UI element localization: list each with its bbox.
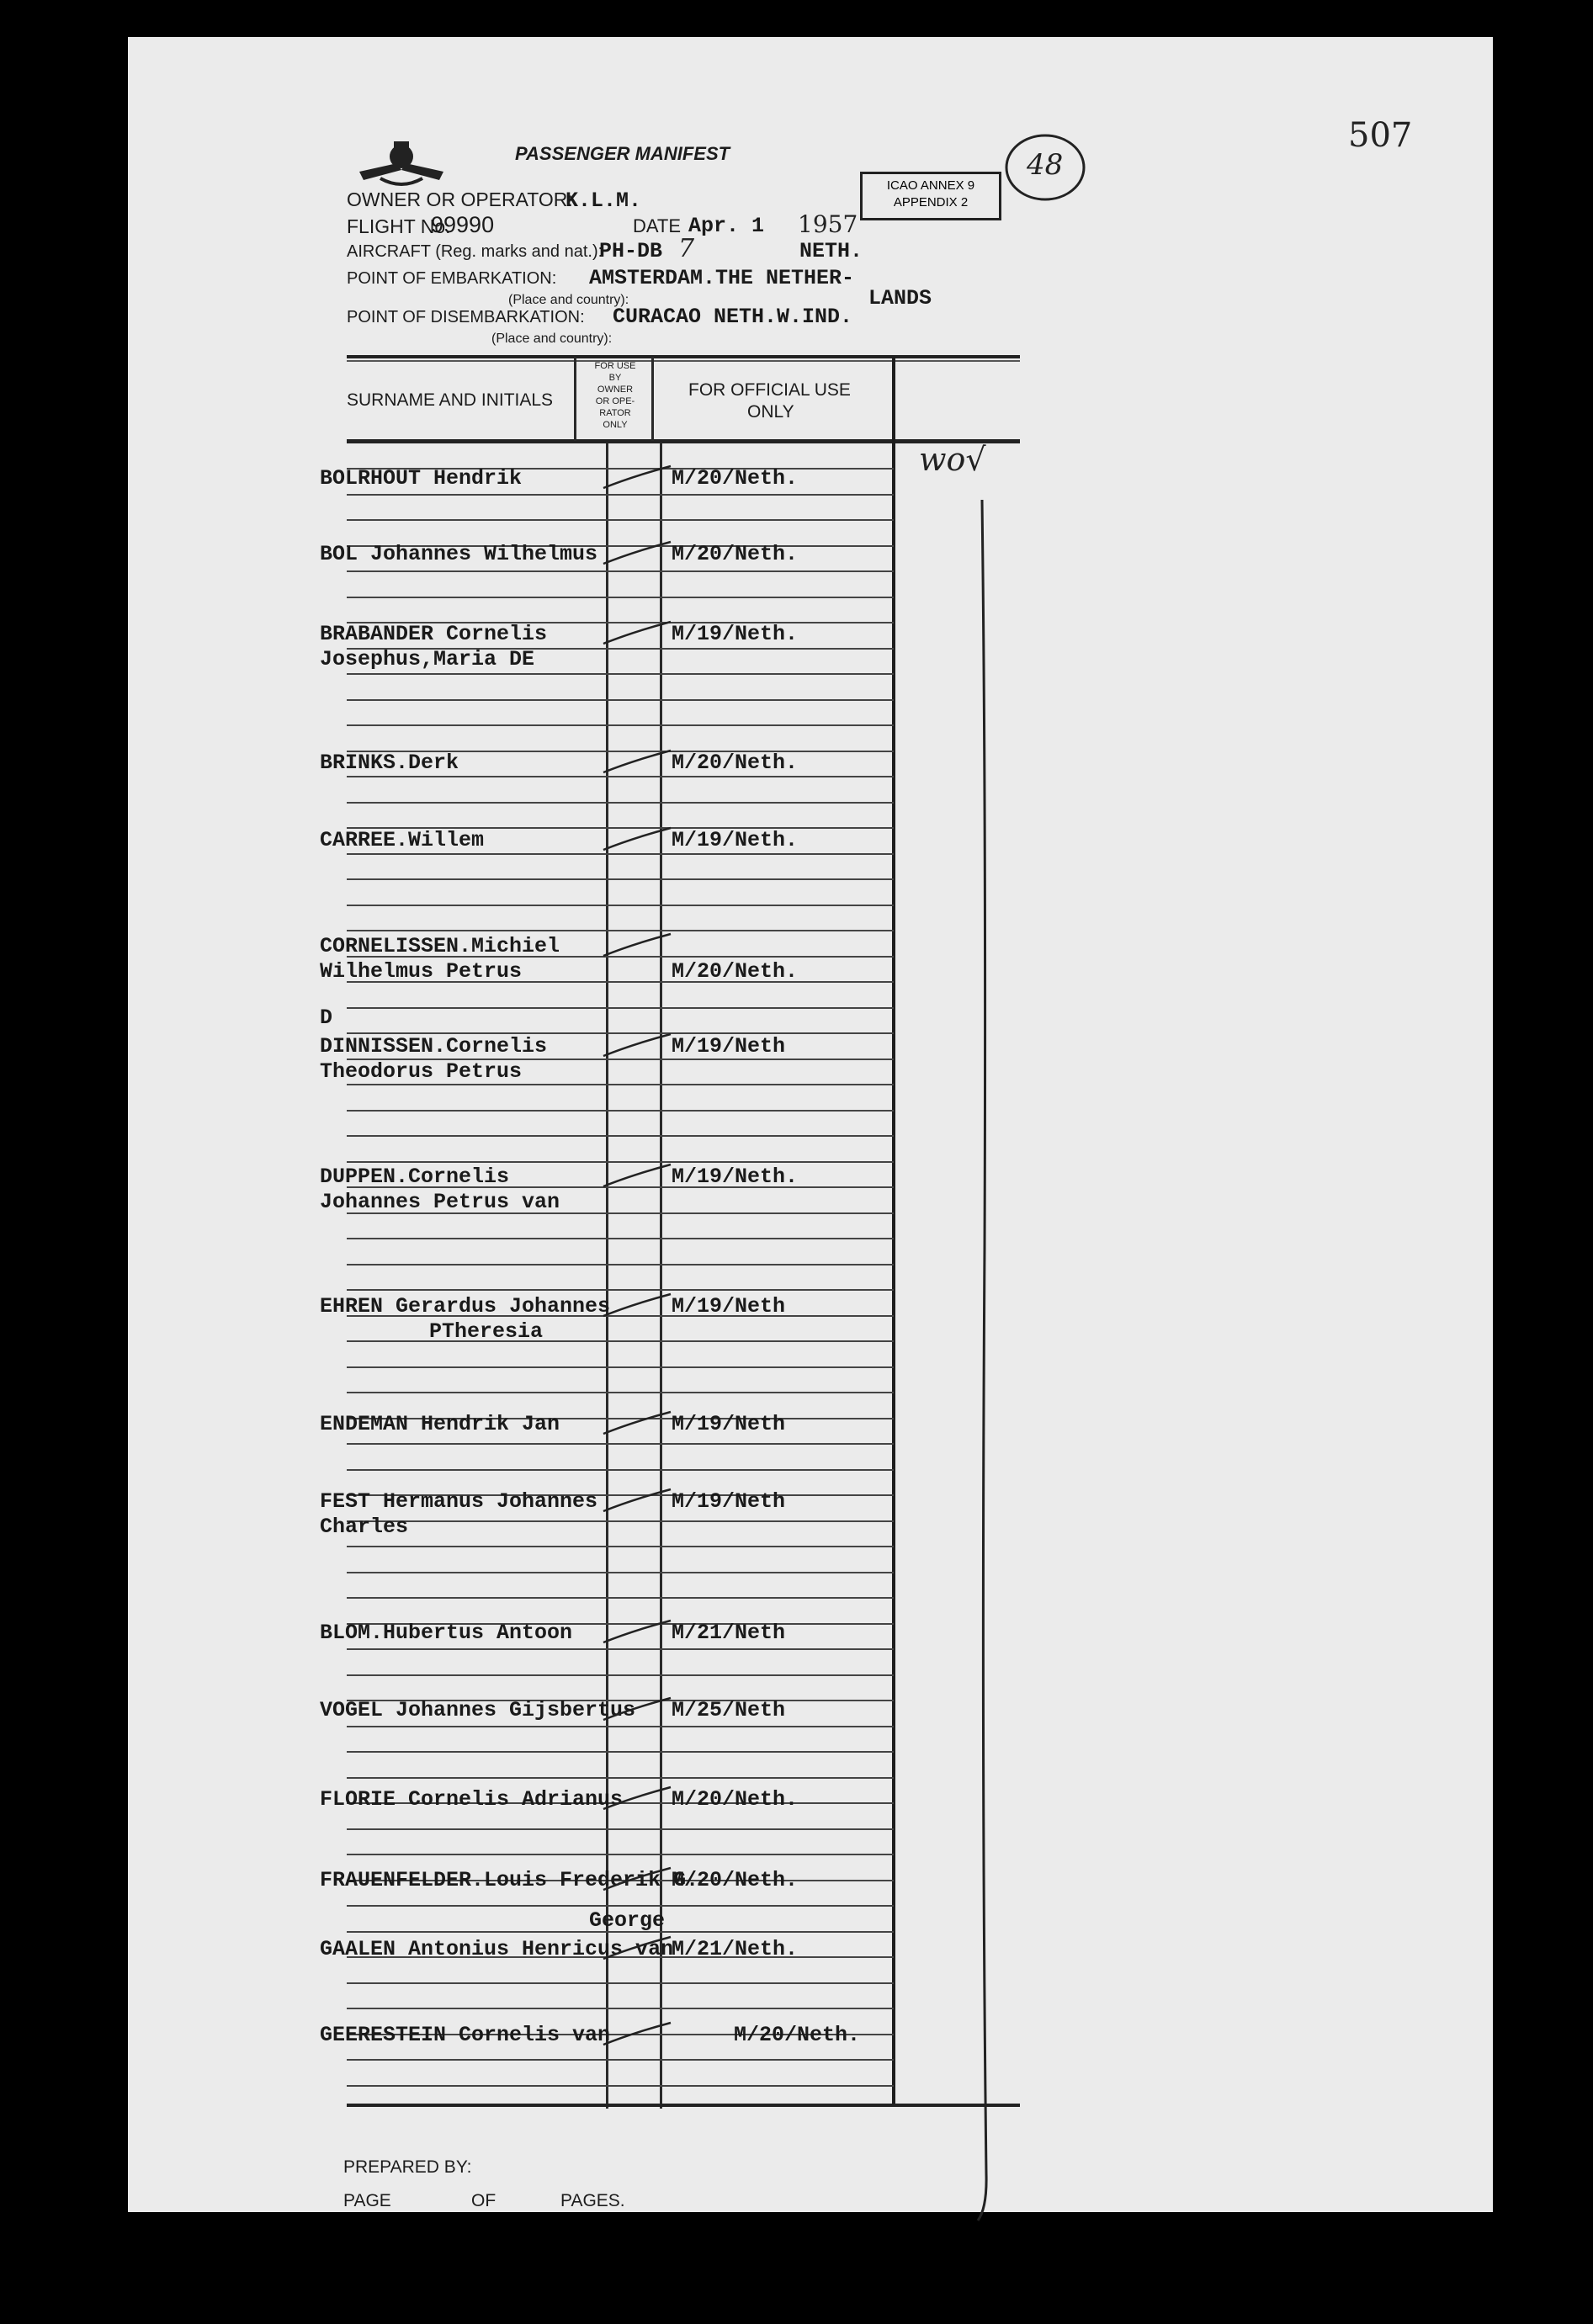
aircraft-nationality: NETH. [799, 239, 863, 263]
passenger-info: M/20/Neth. [672, 542, 799, 566]
check-stroke [599, 617, 675, 650]
col-owner-use-line: ONLY [603, 420, 628, 430]
icao-box [860, 172, 1001, 220]
ruled-line [347, 2085, 894, 2087]
col-official-line2: ONLY [747, 402, 794, 422]
col-official-line1: FOR OFFICIAL USE [688, 380, 851, 400]
check-stroke [599, 2018, 675, 2051]
passenger-name-line2: Wilhelmus Petrus [320, 959, 523, 984]
ruled-line [347, 724, 894, 726]
right-border [892, 357, 895, 2107]
ruled-line [347, 1264, 894, 1265]
col-owner-use-line: OR OPE- [595, 396, 635, 406]
check-stroke [599, 461, 675, 495]
col-surname: SURNAME AND INITIALS [347, 390, 554, 410]
passenger-extra-line: D [320, 1005, 333, 1030]
ruled-line [347, 2008, 894, 2009]
ruled-line [347, 1572, 894, 1573]
passenger-name: BOLRHOUT Hendrik [320, 466, 523, 491]
col-divider [574, 357, 576, 441]
icao-line2: APPENDIX 2 [893, 195, 969, 210]
of-label: OF [471, 2191, 496, 2210]
passenger-name: BLOM.Hubertus Antoon [320, 1621, 573, 1645]
ruled-line [347, 1982, 894, 1984]
ruled-line [347, 1110, 894, 1112]
check-stroke [599, 1159, 675, 1193]
passenger-info: M/19/Neth [672, 1489, 786, 1514]
check-stroke [599, 745, 675, 779]
check-annotation: wo√ [919, 441, 986, 478]
passenger-name: DUPPEN.Cornelis [320, 1165, 510, 1189]
col-divider-official [660, 443, 662, 2109]
prepared-by: PREPARED BY: [343, 2157, 472, 2177]
check-stroke [599, 1932, 675, 1966]
passenger-name: FLORIE Cornelis Adrianus [320, 1787, 624, 1812]
col-divider-owner [606, 443, 608, 2109]
ruled-line [347, 1443, 894, 1445]
passenger-name-line2: Charles [320, 1515, 409, 1539]
passenger-name: DINNISSEN.Cornelis [320, 1034, 548, 1059]
ruled-line [347, 673, 894, 675]
disembarkation-value: CURACAO NETH.W.IND. [613, 305, 853, 329]
year-value: 1957 [798, 210, 858, 238]
col-divider [651, 357, 654, 441]
passenger-name: FRAUENFELDER.Louis Frederik G. [320, 1868, 699, 1892]
ruled-line [347, 878, 894, 880]
check-stroke [599, 1407, 675, 1441]
ruled-line [347, 699, 894, 701]
ruled-line [347, 1392, 894, 1393]
check-stroke [599, 1693, 675, 1727]
aircraft-value: PH-DB [599, 239, 663, 263]
col-owner-use-line: RATOR [599, 408, 631, 418]
passenger-name: FEST Hermanus Johannes [320, 1489, 598, 1514]
check-stroke [599, 1289, 675, 1323]
passenger-info: M/21/Neth. [672, 1937, 799, 1961]
ruled-line [347, 905, 894, 906]
passenger-extra-line: George [589, 1908, 666, 1933]
passenger-name: VOGEL Johannes Gijsbertus [320, 1698, 636, 1722]
passenger-info: M/20/Neth. [672, 1787, 799, 1812]
check-stroke [599, 929, 675, 963]
passenger-info: M/19/Neth. [672, 1165, 799, 1189]
ruled-line [347, 1520, 894, 1522]
ruled-line [347, 802, 894, 804]
passenger-info: M/20/Neth. [734, 2023, 861, 2047]
passenger-info: M/21/Neth [672, 1621, 786, 1645]
ruled-line [347, 1366, 894, 1368]
ruled-line [347, 1546, 894, 1547]
passenger-info: M/20/Neth. [672, 751, 799, 775]
embarkation-value-2: LANDS [868, 286, 932, 310]
passenger-name: CARREE.Willem [320, 828, 485, 852]
passenger-name: EHREN Gerardus Johannes [320, 1294, 611, 1319]
ruled-line [347, 1238, 894, 1239]
passenger-name-line2: Theodorus Petrus [320, 1059, 523, 1084]
check-stroke [599, 1616, 675, 1649]
passenger-name: GEERESTEIN Cornelis van [320, 2023, 611, 2047]
ruled-line [347, 1469, 894, 1471]
check-stroke [599, 1484, 675, 1518]
check-stroke [599, 537, 675, 570]
owner-label: OWNER OR OPERATOR: [347, 188, 573, 210]
pages-label: PAGES. [560, 2191, 625, 2210]
embarkation-value: AMSTERDAM.THE NETHER- [589, 266, 855, 290]
col-owner-use-line: BY [608, 373, 622, 383]
date-label: DATE [633, 215, 682, 236]
bracket-line [961, 491, 1012, 2225]
disembarkation-sub: (Place and country): [491, 332, 613, 346]
flight-label: FLIGHT No. [347, 215, 451, 237]
ruled-line [347, 1007, 894, 1009]
embarkation-sub: (Place and country): [508, 293, 629, 307]
passenger-info: M/20/Neth. [672, 959, 799, 984]
ruled-line [347, 1905, 894, 1907]
ruled-line [347, 1751, 894, 1753]
disembarkation-label: POINT OF DISEMBARKATION: [347, 308, 585, 326]
ruled-line [347, 1854, 894, 1855]
page-number: 507 [1348, 116, 1413, 155]
col-owner-use [586, 360, 645, 431]
manifest-title: PASSENGER MANIFEST [515, 143, 730, 164]
circled-number: 48 [1027, 148, 1064, 182]
ruled-line [347, 597, 894, 598]
check-stroke [599, 1029, 675, 1063]
icao-line1: ICAO ANNEX 9 [886, 178, 975, 193]
ruled-line [347, 1084, 894, 1085]
passenger-name: BRABANDER Cornelis [320, 622, 548, 646]
passenger-name: CORNELISSEN.Michiel [320, 934, 560, 958]
date-value: Apr. 1 [688, 214, 765, 238]
ruled-line [347, 1777, 894, 1779]
owner-value: K.L.M. [566, 188, 642, 213]
ruled-line [347, 2059, 894, 2061]
passenger-name: GAALEN Antonius Henricus van [320, 1937, 674, 1961]
footer-rule [347, 2104, 1020, 2107]
ruled-line [347, 1597, 894, 1599]
check-stroke [599, 823, 675, 857]
ruled-line [347, 1135, 894, 1137]
page-label: PAGE [343, 2191, 391, 2210]
col-owner-use-line: OWNER [597, 385, 634, 395]
check-stroke [599, 1782, 675, 1816]
ruled-line [347, 1674, 894, 1676]
ruled-line [347, 1828, 894, 1830]
passenger-name: BOL Johannes Wilhelmus [320, 542, 598, 566]
passenger-info: M/19/Neth [672, 1034, 786, 1059]
flight-value: 99990 [431, 212, 495, 237]
passenger-info: M/20/Neth. [672, 466, 799, 491]
passenger-name-line2: Johannes Petrus van [320, 1190, 560, 1214]
passenger-info: M/19/Neth. [672, 828, 799, 852]
passenger-name-line2: Josephus,Maria DE [320, 647, 535, 671]
header-top-rule-2 [347, 360, 1020, 362]
col-owner-use-line: FOR USE [594, 361, 636, 371]
passenger-name: BRINKS.Derk [320, 751, 459, 775]
passenger-info: M/19/Neth [672, 1412, 786, 1436]
passenger-info: M/25/Neth [672, 1698, 786, 1722]
manifest-page [128, 37, 1493, 2212]
passenger-info: M/19/Neth. [672, 622, 799, 646]
ruled-line [347, 570, 894, 572]
passenger-info: M/19/Neth [672, 1294, 786, 1319]
aircraft-label: AIRCRAFT (Reg. marks and nat.): [347, 242, 603, 261]
passenger-name: ENDEMAN Hendrik Jan [320, 1412, 560, 1436]
embarkation-label: POINT OF EMBARKATION: [347, 269, 557, 288]
check-stroke [599, 1863, 675, 1897]
ruled-line [347, 519, 894, 521]
header-top-rule [347, 355, 1020, 358]
passenger-name-line2: PTheresia [429, 1319, 544, 1344]
aircraft-hand: 7 [678, 234, 695, 263]
passenger-info: M/20/Neth. [672, 1868, 799, 1892]
